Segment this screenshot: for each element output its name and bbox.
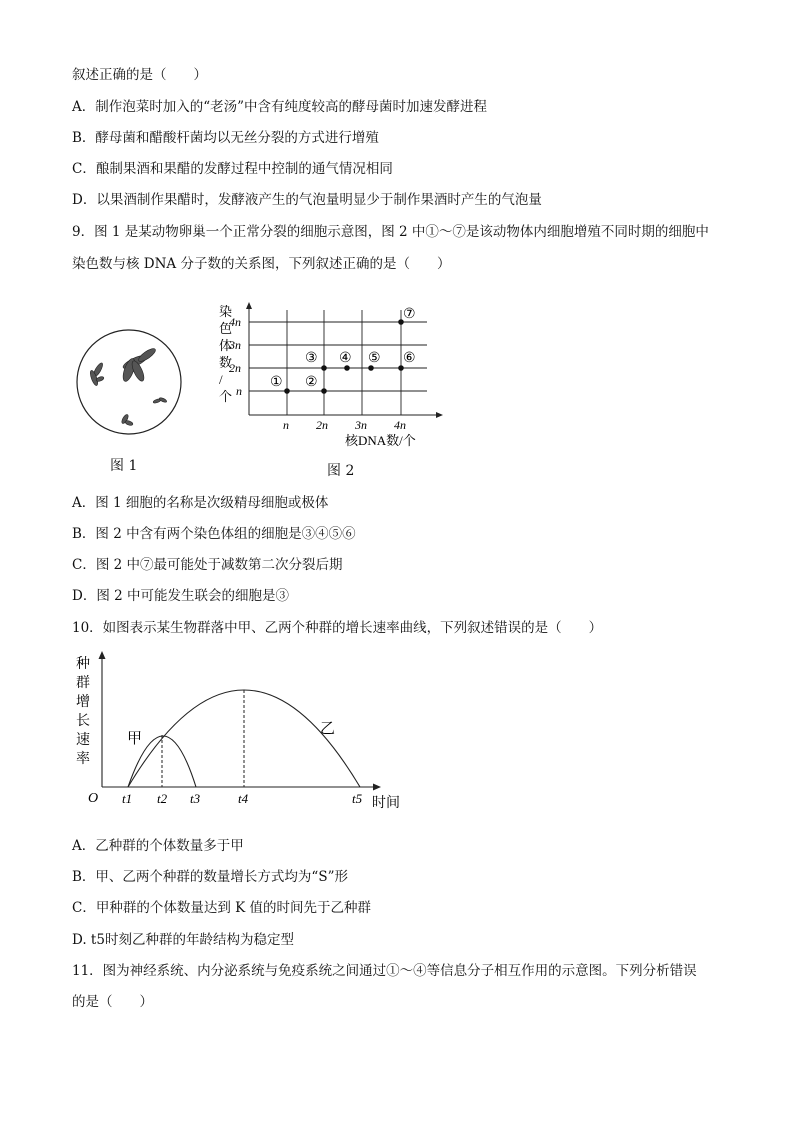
q10-ylabel-4: 速 bbox=[76, 733, 90, 748]
q10-ylabel-1: 群 bbox=[76, 676, 90, 691]
fig2-grid-chart bbox=[205, 302, 455, 452]
q9-stem-line1: 9．图 1 是某动物卵巢一个正常分裂的细胞示意图，图 2 中①～⑦是该动物体内细胞增殖不同时期的细胞中 bbox=[72, 224, 709, 240]
q10-option-a[interactable]: A．乙种群的个体数量多于甲 bbox=[72, 838, 244, 854]
q10-xtick-t5: t5 bbox=[352, 791, 363, 806]
q8-option-b[interactable]: B．酵母菌和醋酸杆菌均以无丝分裂的方式进行增殖 bbox=[72, 130, 379, 146]
q10-option-c[interactable]: C．甲种群的个体数量达到 K 值的时间先于乙种群 bbox=[72, 900, 371, 916]
fig2-point-5: ⑤ bbox=[368, 351, 381, 366]
fig2-point-2: ② bbox=[305, 375, 318, 390]
q9-stem-line2: 染色数与核 DNA 分子数的关系图，下列叙述正确的是（ ） bbox=[72, 256, 451, 272]
fig2-xtick-2n: 2n bbox=[316, 418, 328, 432]
fig2-point-3: ③ bbox=[305, 351, 318, 366]
q9-option-a[interactable]: A．图 1 细胞的名称是次级精母细胞或极体 bbox=[72, 495, 329, 511]
q10-option-b[interactable]: B．甲、乙两个种群的数量增长方式均为“S”形 bbox=[72, 869, 348, 885]
q10-curve-yi-label: 乙 bbox=[320, 721, 336, 737]
q8-option-c[interactable]: C．酿制果酒和果醋的发酵过程中控制的通气情况相同 bbox=[72, 161, 393, 177]
q9-option-d[interactable]: D．图 2 中可能发生联会的细胞是③ bbox=[72, 588, 289, 604]
fig2-ylabel-5: 个 bbox=[219, 389, 233, 404]
fig2-ytick-3n: 3n bbox=[229, 338, 241, 352]
fig1-cell-diagram bbox=[72, 325, 192, 445]
q10-curve-jia-label: 甲 bbox=[127, 731, 143, 747]
q10-origin: O bbox=[88, 791, 99, 806]
q8-stem-tail: 叙述正确的是（ ） bbox=[72, 67, 207, 83]
q10-xtick-t1: t1 bbox=[122, 791, 133, 806]
fig2-point-1: ① bbox=[270, 375, 283, 390]
fig2-ylabel-4: / bbox=[219, 372, 223, 387]
q8-option-a[interactable]: A．制作泡菜时加入的“老汤”中含有纯度较高的酵母菌时加速发酵进程 bbox=[72, 99, 488, 115]
q10-xtick-t4: t4 bbox=[238, 791, 249, 806]
q10-growth-rate-chart bbox=[72, 650, 417, 815]
fig2-xtick-3n: 3n bbox=[355, 418, 367, 432]
fig2-ylabel-2: 体 bbox=[219, 338, 233, 353]
fig1-caption: 图 1 bbox=[110, 458, 138, 474]
fig2-ytick-2n: 2n bbox=[229, 361, 241, 375]
fig2-caption: 图 2 bbox=[327, 463, 355, 479]
fig2-ylabel-3: 数 bbox=[219, 355, 233, 370]
q9-option-b[interactable]: B．图 2 中含有两个染色体组的细胞是③④⑤⑥ bbox=[72, 526, 356, 542]
q9-option-c[interactable]: C．图 2 中⑦最可能处于减数第二次分裂后期 bbox=[72, 557, 343, 573]
q10-ylabel-3: 长 bbox=[76, 714, 90, 729]
q10-xtick-t2: t2 bbox=[157, 791, 168, 806]
q11-stem-line1: 11．图为神经系统、内分泌系统与免疫系统之间通过①～④等信息分子相互作用的示意图。下列分析错误 bbox=[72, 963, 697, 979]
q8-option-d[interactable]: D．以果酒制作果醋时，发酵液产生的气泡量明显少于制作果酒时产生的气泡量 bbox=[72, 192, 542, 208]
q10-option-d[interactable]: D. t5时刻乙种群的年龄结构为稳定型 bbox=[72, 932, 294, 948]
fig2-xtick-n: n bbox=[283, 418, 289, 432]
fig2-point-6: ⑥ bbox=[403, 351, 416, 366]
q10-ylabel-0: 种 bbox=[76, 657, 90, 672]
q10-ylabel-2: 增 bbox=[76, 695, 90, 710]
q10-ylabel-5: 率 bbox=[76, 752, 90, 767]
fig2-xlabel: 核DNA数/个 bbox=[345, 433, 416, 448]
fig2-point-4: ④ bbox=[339, 351, 352, 366]
q10-stem: 10．如图表示某生物群落中甲、乙两个种群的增长速率曲线，下列叙述错误的是（ ） bbox=[72, 620, 603, 636]
fig2-ytick-4n: 4n bbox=[229, 315, 241, 329]
fig2-point-7: ⑦ bbox=[403, 307, 416, 322]
fig2-xtick-4n: 4n bbox=[394, 418, 406, 432]
fig2-ytick-n: n bbox=[236, 384, 242, 398]
q10-xtick-t3: t3 bbox=[190, 791, 201, 806]
fig2-ylabel-1: 色 bbox=[219, 321, 233, 336]
q11-stem-line2: 的是（ ） bbox=[72, 994, 153, 1010]
fig2-ylabel-0: 染 bbox=[219, 304, 233, 319]
q10-xlabel: 时间 bbox=[372, 796, 400, 811]
